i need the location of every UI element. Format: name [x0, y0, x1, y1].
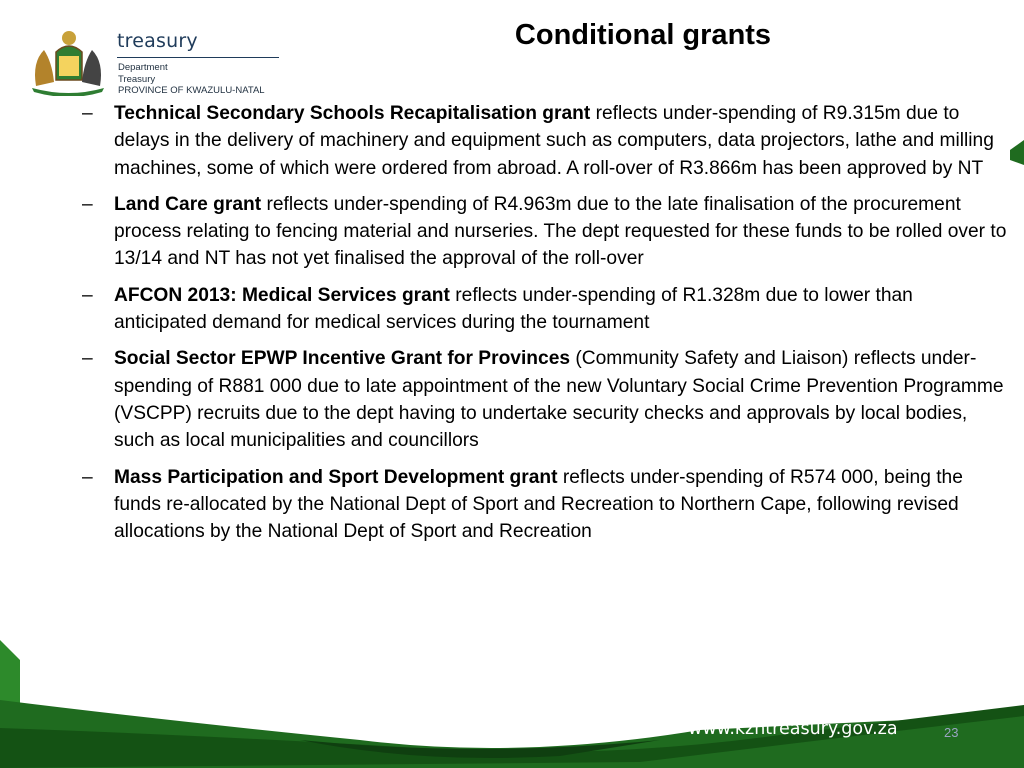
- logo-line-department: Department: [118, 62, 168, 73]
- footer-url[interactable]: www.kzntreasury.gov.za: [688, 719, 898, 739]
- page-title: Conditional grants: [514, 19, 772, 51]
- bullet-dash: –: [82, 466, 93, 488]
- bullet-dash: –: [82, 284, 93, 306]
- grant-description: reflects under-spending of R574 000, being the funds re-allocated by the National Dept of Sport and Recreation to Northern Cape, following revised allocations by the National Dept of Sport and Recreation: [114, 466, 963, 543]
- logo-line-province: PROVINCE OF KWAZULU-NATAL: [118, 85, 265, 96]
- list-item: [82, 191, 1007, 273]
- coat-of-arms-icon: [26, 22, 110, 96]
- grant-name: Land Care grant: [114, 193, 262, 215]
- bullet-list: [82, 100, 1007, 554]
- logo-department-text: [118, 62, 265, 96]
- list-item: [82, 345, 1007, 454]
- grant-name: Mass Participation and Sport Development grant: [114, 466, 558, 488]
- list-item: [82, 464, 1007, 546]
- grant-name: AFCON 2013: Medical Services grant: [114, 284, 450, 306]
- bullet-dash: –: [82, 348, 93, 370]
- logo-line-treasury: Treasury: [118, 73, 156, 85]
- page-number: 23: [944, 725, 959, 740]
- bullet-dash: –: [82, 103, 93, 124]
- grant-description: reflects under-spending of R4.963m due to the late finalisation of the procurement process relating to fencing material and nurseries. The dept requested for these funds to be rolled over to 13/14 and NT has not yet finalised the approval of the roll-over: [114, 193, 1007, 270]
- treasury-logo: [22, 20, 292, 96]
- list-item: [82, 100, 1007, 182]
- grant-name: Technical Secondary Schools Recapitalisation grant: [114, 103, 591, 124]
- grant-name: Social Sector EPWP Incentive Grant for Provinces: [114, 348, 571, 370]
- grant-description: (Community Safety and Liaison) reflects under-spending of R881 000 due to late appointment of the new Voluntary Social Crime Prevention Programme (VSCPP) recruits due to the dept having to undertake security checks and approvals by local bodies, such as local municipalities and councillors: [114, 348, 1004, 452]
- logo-divider: [117, 57, 279, 58]
- list-item: [82, 282, 1007, 337]
- bullet-dash: –: [82, 193, 93, 215]
- grant-description: reflects under-spending of R9.315m due to delays in the delivery of machinery and equipment such as computers, data projectors, lathe and milling machines, some of which were ordered from abroad. A roll-over of R3.866m has been approved by NT: [114, 103, 994, 179]
- grant-description: reflects under-spending of R1.328m due to lower than anticipated demand for medical services during the tournament: [114, 284, 913, 334]
- logo-wordmark: treasury: [117, 30, 198, 52]
